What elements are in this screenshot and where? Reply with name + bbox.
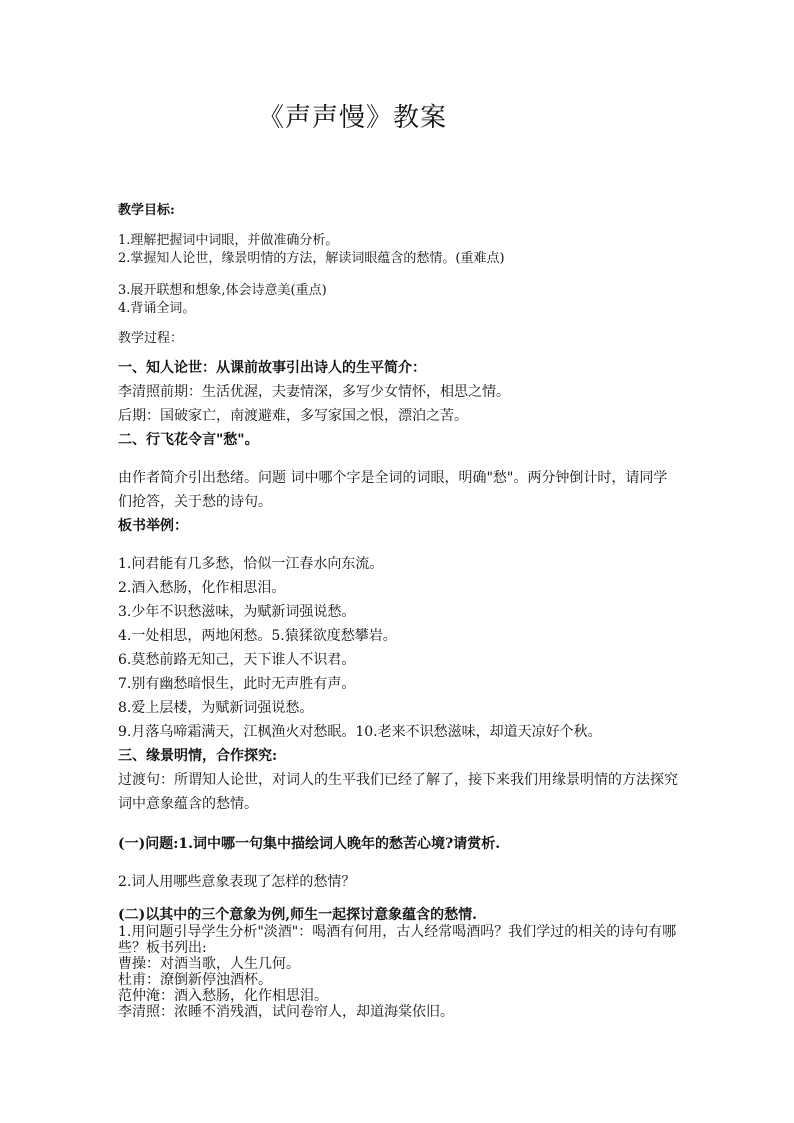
objective-item: 1.理解把握词中词眼，并做准确分析。	[118, 233, 339, 248]
list-item: 2.酒入愁肠，化作相思泪。	[118, 580, 286, 596]
section3-transition: 过渡句：所谓知人论世，对词人的生平我们已经了解了，接下来我们用缘景明情的方法探究词中意象蕴含的愁情。	[118, 772, 678, 812]
section1-early: 李清照前期：生活优渥，夫妻情深，多写少女情怀，相思之情。	[118, 384, 510, 400]
poem-line: 杜甫：潦倒新停浊酒杯。	[118, 972, 272, 988]
document-title: 《声声慢》教案	[258, 103, 448, 133]
list-item: 3.少年不识愁滋味，为赋新词强说愁。	[118, 604, 356, 620]
objectives-heading: 教学目标:	[118, 203, 175, 218]
list-item: 7.别有幽愁暗恨生，此时无声胜有声。	[118, 676, 356, 692]
document-body	[118, 202, 678, 1020]
section1-late: 后期：国破家亡，南渡避难，多写家国之恨，漂泊之苦。	[118, 408, 468, 424]
section3-question1: (一)问题:1.词中哪一句集中描绘词人晚年的愁苦心境?请赏析.	[118, 836, 501, 852]
section3-heading: 三、缘景明情，合作探究:	[118, 748, 278, 764]
list-item: 6.莫愁前路无知己，天下谁人不识君。	[118, 652, 356, 668]
poem-line: 曹操：对酒当歌，人生几何。	[118, 956, 300, 972]
objective-item: 3.展开联想和想象,体会诗意美(重点)	[118, 283, 327, 298]
board-examples-list	[118, 552, 678, 744]
poem-line: 范仲淹：酒入愁肠，化作相思泪。	[118, 988, 328, 1004]
process-heading: 教学过程：	[118, 331, 184, 346]
list-item: 8.爱上层楼，为赋新词强说愁。	[118, 700, 314, 716]
section3-question2: 2.词人用哪些意象表现了怎样的愁情？	[118, 874, 356, 890]
section1-heading: 一、知人论世：从课前故事引出诗人的生平简介：	[118, 360, 426, 376]
section3-part2-intro: 1.用问题引导学生分析"淡酒"：喝酒有何用，古人经常喝酒吗？我们学过的相关的诗句有哪些？板书列出:	[118, 924, 677, 956]
board-heading: 板书举例：	[118, 518, 188, 534]
list-item: 4.一处相思，两地闲愁。5.猿猱欲度愁攀岩。	[118, 628, 397, 644]
poem-line: 李清照：浓睡不消残酒，试问卷帘人，却道海棠依旧。	[118, 1004, 454, 1020]
section2-paragraph: 由作者简介引出愁绪。问题 词中哪个字是全词的词眼，明确"愁"。两分钟倒计时，请同学们抢答，关于愁的诗句。	[118, 470, 668, 510]
objective-item: 2.掌握知人论世，缘景明情的方法，解读词眼蕴含的愁情。(重难点)	[118, 251, 505, 266]
list-item: 1.问君能有几多愁，恰似一江春水向东流。	[118, 556, 384, 572]
section2-heading: 二、行飞花令言"愁"。	[118, 432, 259, 448]
objective-item: 4.背诵全词。	[118, 301, 196, 316]
section3-part2-heading: (二)以其中的三个意象为例,师生一起探讨意象蕴含的愁情.	[118, 907, 477, 923]
list-item: 9.月落乌啼霜满天，江枫渔火对愁眠。10.老来不识愁滋味，却道天凉好个秋。	[118, 724, 602, 740]
